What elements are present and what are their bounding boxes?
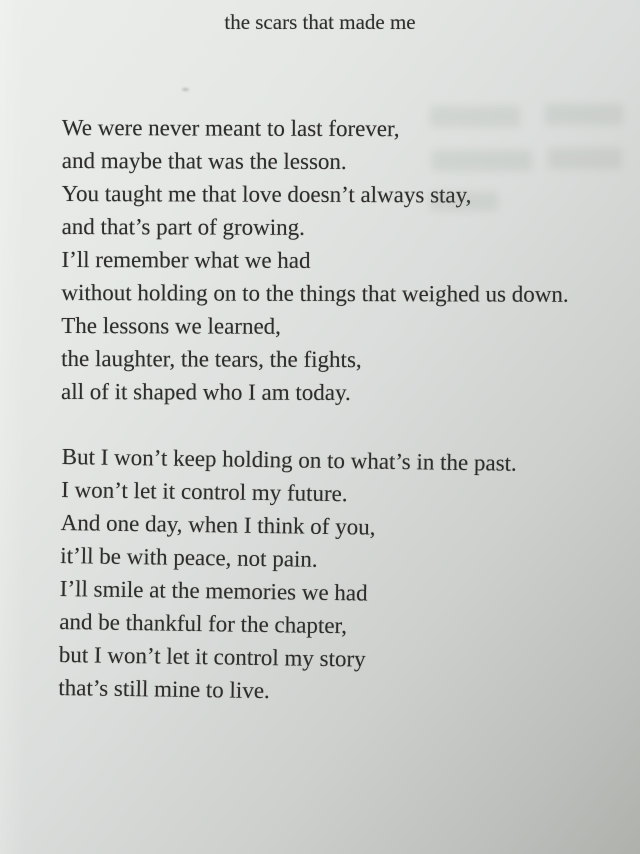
poem-line: the laughter, the tears, the fights, [61, 345, 362, 373]
poem-stanza-1 [61, 111, 569, 410]
poem-line: I’ll smile at the memories we had [59, 575, 368, 606]
poem-line: all of it shaped who I am today. [60, 378, 351, 406]
poem-line: and maybe that was the lesson. [61, 147, 347, 174]
poem-line: without holding on to the things that weighed us down. [61, 279, 569, 307]
poem-line: You taught me that love doesn’t always stay, [61, 180, 472, 208]
poem-line: And one day, when I think of you, [60, 509, 376, 540]
poem-line: and be thankful for the chapter, [59, 608, 348, 639]
paper-speck-artifact [182, 88, 189, 91]
poem-line: it’ll be with peace, not pain. [60, 542, 318, 572]
poem-line: that’s still mine to live. [58, 674, 270, 704]
poem-line: but I won’t let it control my story [58, 641, 366, 672]
poem-line: and that’s part of growing. [61, 213, 306, 240]
poem-line: I won’t let it control my future. [61, 476, 348, 507]
poem-title: the scars that made me [224, 10, 416, 34]
poem-stanza-2 [58, 440, 517, 711]
poem-line: But I won’t keep holding on to what’s in the past. [61, 443, 517, 476]
poem-line: We were never meant to last forever, [61, 114, 400, 142]
poem-line: I’ll remember what we had [61, 246, 311, 273]
poem-line: The lessons we learned, [61, 312, 281, 339]
